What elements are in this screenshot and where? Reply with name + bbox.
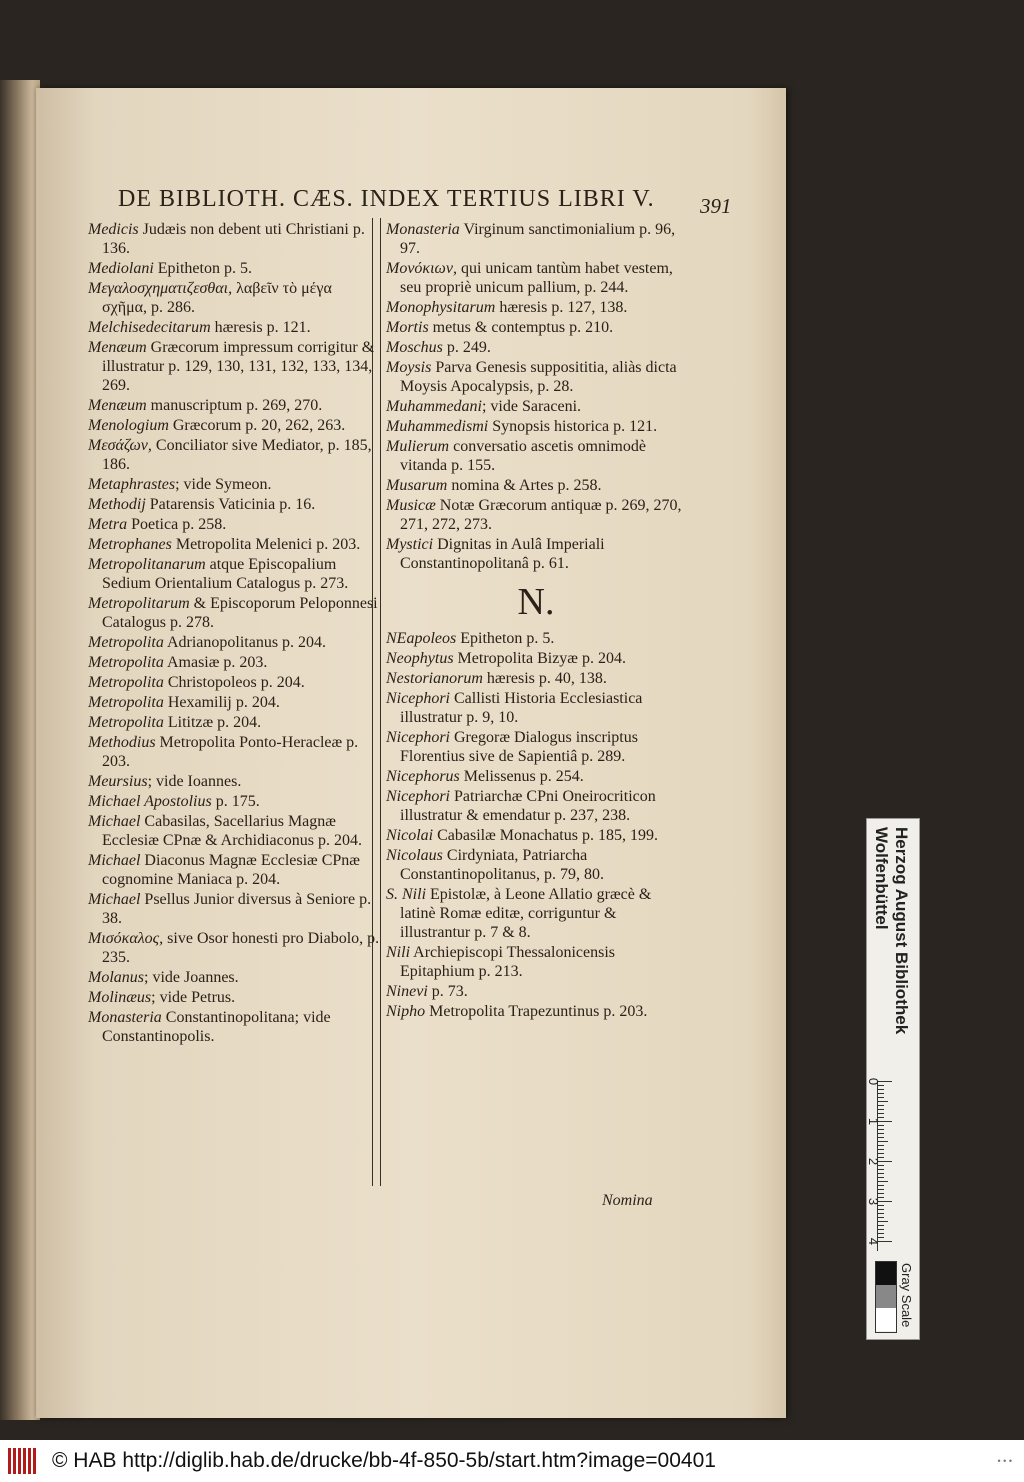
index-entry	[386, 787, 686, 825]
entry-headword: Metropolitarum	[88, 595, 190, 612]
index-entry	[88, 515, 380, 534]
index-entry	[88, 594, 380, 632]
swatch-gray	[876, 1285, 896, 1308]
index-entry	[386, 417, 686, 436]
index-entry	[88, 259, 380, 278]
entry-headword: Melchisedecitarum	[88, 319, 211, 336]
index-entry	[88, 812, 380, 850]
index-entry	[88, 436, 380, 474]
ruler-minor-tick	[878, 1229, 884, 1230]
entry-text: Adrianopolitanus p. 204.	[163, 634, 327, 651]
index-entry	[88, 890, 380, 928]
entry-text: Psellus Junior diversus à Seniore p. 38.	[102, 891, 372, 927]
ruler-minor-tick	[878, 1193, 884, 1194]
entry-headword: Meursius	[88, 773, 148, 790]
entry-headword: Nicephori	[386, 729, 450, 746]
entry-text: Cirdyniata, Patriarcha Constantinopolitanus, p. 79, 80.	[400, 847, 604, 883]
entry-headword: Monasteria	[386, 221, 460, 238]
entry-text: Metropolita Bizyæ p. 204.	[453, 650, 626, 667]
index-entry	[88, 633, 380, 652]
entry-headword: Nestorianorum	[386, 670, 483, 687]
ruler-minor-tick	[878, 1093, 884, 1094]
index-entry	[386, 943, 686, 981]
entry-text: Metropolita Trapezuntinus p. 203.	[425, 1003, 648, 1020]
index-entry	[88, 929, 380, 967]
entry-text: nomina & Artes p. 258.	[447, 477, 602, 494]
running-header: DE BIBLIOTH. CÆS. INDEX TERTIUS LIBRI V.	[118, 186, 655, 212]
ruler-minor-tick	[878, 1101, 888, 1102]
ruler-tick-label: 3	[866, 1197, 882, 1206]
entry-headword: Muhammedani	[386, 398, 482, 415]
entry-text: Amasiæ p. 203.	[163, 654, 268, 671]
hab-logo-icon	[8, 1448, 42, 1474]
entry-headword: Medicis	[88, 221, 139, 238]
entry-text: p. 249.	[442, 339, 491, 356]
entry-headword: Metropolita	[88, 714, 164, 731]
entry-text: Dignitas in Aulâ Imperiali Constantinopolitanâ p. 61.	[400, 536, 605, 572]
entry-headword: Moschus	[386, 339, 443, 356]
entry-headword: Metaphrastes	[88, 476, 176, 493]
entry-headword: Metrophanes	[88, 536, 172, 553]
ruler-minor-tick	[878, 1141, 888, 1142]
library-name: Herzog August Bibliothek	[892, 827, 911, 1035]
entry-text: hæresis p. 121.	[210, 319, 311, 336]
footer-dots: • • •	[997, 1456, 1012, 1466]
entry-headword: Metropolita	[88, 654, 164, 671]
left-column	[88, 220, 380, 1047]
entry-headword: Michael Apostolius	[88, 793, 212, 810]
entry-headword: Μισόκαλος,	[88, 930, 164, 947]
index-entry	[88, 279, 380, 317]
entry-text: & Episcoporum Peloponnesi Catalogus p. 278.	[102, 595, 378, 631]
ruler-minor-tick	[878, 1173, 884, 1174]
entry-text: atque Episcopalium Sedium Orientalium Catalogus p. 273.	[102, 556, 349, 592]
footer-bar	[0, 1440, 1024, 1482]
entry-headword: Monophysitarum	[386, 299, 496, 316]
index-entry	[386, 826, 686, 845]
index-entry	[386, 535, 686, 573]
entry-text: Epitheton p. 5.	[456, 630, 555, 647]
entry-headword: Μεσάζων,	[88, 437, 152, 454]
page-number: 391	[700, 194, 732, 218]
entry-headword: Nicolaus	[386, 847, 443, 864]
entry-headword: Ninevi	[386, 983, 428, 1000]
ruler-minor-tick	[878, 1133, 884, 1134]
index-entry	[386, 318, 686, 337]
entry-text: hæresis p. 40, 138.	[482, 670, 607, 687]
ruler-minor-tick	[878, 1145, 884, 1146]
index-entry	[88, 1008, 380, 1046]
index-entry	[88, 416, 380, 435]
entry-headword: Μεγαλοσχηματιζεσθαι,	[88, 280, 233, 297]
gray-scale-label: Gray Scale	[899, 1263, 914, 1328]
entry-headword: Mortis	[386, 319, 429, 336]
entry-text: Poetica p. 258.	[127, 516, 227, 533]
ruler-minor-tick	[878, 1089, 884, 1090]
ruler-minor-tick	[878, 1169, 884, 1170]
ruler-minor-tick	[878, 1125, 884, 1126]
entry-headword: Molanus	[88, 969, 144, 986]
index-entry	[88, 220, 380, 258]
entry-headword: Michael	[88, 813, 141, 830]
scale-ruler	[866, 1077, 908, 1251]
index-entry	[386, 689, 686, 727]
index-entry	[386, 220, 686, 258]
section-letter-n: N.	[517, 581, 555, 623]
ruler-tick-label: 2	[866, 1157, 882, 1166]
library-city: Wolfenbüttel	[872, 827, 891, 930]
entry-headword: Nicephori	[386, 788, 450, 805]
ruler-tick-label: 4	[866, 1237, 882, 1246]
entry-text: Græcorum impressum corrigitur & illustratur p. 129, 130, 131, 132, 133, 134, 269.	[102, 339, 375, 394]
entry-text: p. 73.	[427, 983, 468, 1000]
ruler-minor-tick	[878, 1221, 888, 1222]
index-entry	[88, 733, 380, 771]
entry-text: Cabasilæ Monachatus p. 185, 199.	[433, 827, 658, 844]
entry-headword: Moysis	[386, 359, 432, 376]
entry-text: Synopsis historica p. 121.	[488, 418, 658, 435]
entry-headword: Metropolita	[88, 674, 164, 691]
index-entry	[88, 318, 380, 337]
color-scale-card	[866, 818, 920, 1340]
entry-text: Hexamilij p. 204.	[163, 694, 280, 711]
ruler-minor-tick	[878, 1105, 884, 1106]
index-entry	[386, 885, 686, 942]
entry-text: Virginum sanctimonialium p. 96, 97.	[400, 221, 676, 257]
index-entry	[386, 728, 686, 766]
ruler-minor-tick	[878, 1177, 884, 1178]
ruler-minor-tick	[878, 1165, 884, 1166]
entry-headword: Methodij	[88, 496, 146, 513]
index-entry	[88, 851, 380, 889]
index-entry	[88, 535, 380, 554]
index-entry	[88, 988, 380, 1007]
index-entry	[386, 476, 686, 495]
ruler-minor-tick	[878, 1217, 884, 1218]
ruler-minor-tick	[878, 1189, 884, 1190]
index-entry	[386, 629, 686, 648]
ruler-minor-tick	[878, 1225, 884, 1226]
book-spine-edge	[0, 80, 40, 1420]
entry-text: Archiepiscopi Thessalonicensis Epitaphium p. 213.	[400, 944, 616, 980]
entry-text: Notæ Græcorum antiquæ p. 269, 270, 271, 272, 273.	[400, 497, 682, 533]
entry-headword: Metropolitanarum	[88, 556, 206, 573]
entry-headword: Nicephorus	[386, 768, 460, 785]
ruler-minor-tick	[878, 1213, 884, 1214]
entry-text: Christopoleos p. 204.	[163, 674, 305, 691]
entry-headword: Monasteria	[88, 1009, 162, 1026]
entry-headword: Mulierum	[386, 438, 450, 455]
entry-text: metus & contemptus p. 210.	[428, 319, 614, 336]
entry-headword: Muhammedismi	[386, 418, 489, 435]
index-entry	[386, 496, 686, 534]
entry-text: Diaconus Magnæ Ecclesiæ CPnæ cognomine Maniaca p. 204.	[102, 852, 360, 888]
right-column	[386, 220, 686, 1022]
ruler-minor-tick	[878, 1085, 884, 1086]
ruler-minor-tick	[878, 1153, 884, 1154]
entry-text: Constantinopolitana; vide Constantinopolis.	[102, 1009, 331, 1045]
ruler-minor-tick	[878, 1205, 884, 1206]
index-entry	[386, 259, 686, 297]
entry-text: hæresis p. 127, 138.	[495, 299, 628, 316]
entry-text: Melissenus p. 254.	[459, 768, 584, 785]
index-entry	[386, 982, 686, 1001]
entry-headword: Menologium	[88, 417, 169, 434]
entry-headword: Metropolita	[88, 634, 164, 651]
entry-headword: Molinæus	[88, 989, 152, 1006]
entry-text: Judæis non debent uti Christiani p. 136.	[102, 221, 365, 257]
index-entry	[88, 792, 380, 811]
entry-text: Epistolæ, à Leone Allatio græcè & latinè Romæ editæ, corriguntur & illustrantur p. 7 & 8.	[400, 886, 652, 941]
gray-scale-swatches	[875, 1261, 897, 1333]
index-entry	[386, 1002, 686, 1021]
entry-text: Patarensis Vaticinia p. 16.	[145, 496, 316, 513]
index-entry	[88, 495, 380, 514]
index-entry	[386, 338, 686, 357]
entry-text: Metropolita Ponto-Heracleæ p. 203.	[102, 734, 359, 770]
entry-headword: Neophytus	[386, 650, 454, 667]
entry-text: manuscriptum p. 269, 270.	[146, 397, 323, 414]
index-entry	[386, 298, 686, 317]
index-entry	[88, 338, 380, 395]
index-entry	[386, 649, 686, 668]
entry-text: ; vide Joannes.	[144, 969, 239, 986]
entry-text: Patriarchæ CPni Oneirocriticon illustratur & emendatur p. 237, 238.	[400, 788, 656, 824]
entry-text: ; vide Symeon.	[175, 476, 272, 493]
index-entry	[88, 693, 380, 712]
index-entry	[88, 475, 380, 494]
entry-text: qui unicam tantùm habet vestem, seu propriè unicum pallium, p. 244.	[400, 260, 673, 296]
entry-text: ; vide Saraceni.	[481, 398, 582, 415]
ruler-minor-tick	[878, 1233, 884, 1234]
entry-text: λαβεῖν τὸ μέγα σχῆμα, p. 286.	[102, 280, 332, 316]
entry-headword: Musarum	[386, 477, 448, 494]
index-entry	[386, 397, 686, 416]
ruler-minor-tick	[878, 1113, 884, 1114]
index-entry	[386, 358, 686, 396]
index-entry	[88, 653, 380, 672]
right-column-m-entries	[386, 220, 686, 573]
entry-headword: Menæum	[88, 339, 147, 356]
entry-headword: Nicephori	[386, 690, 450, 707]
index-entry	[88, 396, 380, 415]
entry-headword: Metropolita	[88, 694, 164, 711]
right-column-n-entries	[386, 629, 686, 1021]
entry-headword: Musicæ	[386, 497, 436, 514]
entry-text: ; vide Ioannes.	[147, 773, 242, 790]
index-entry	[88, 673, 380, 692]
index-entry	[386, 669, 686, 688]
library-label	[871, 827, 911, 1077]
ruler-minor-tick	[878, 1209, 884, 1210]
ruler-minor-tick	[878, 1109, 884, 1110]
entry-text: Cabasilas, Sacellarius Magnæ Ecclesiæ CPnæ & Archidiaconus p. 204.	[102, 813, 362, 849]
index-entry	[88, 713, 380, 732]
entry-text: Gregoræ Dialogus inscriptus Florentius sive de Sapientiâ p. 289.	[400, 729, 638, 765]
entry-text: Conciliator sive Mediator, p. 185, 186.	[102, 437, 372, 473]
entry-headword: Metra	[88, 516, 128, 533]
ruler-minor-tick	[878, 1185, 884, 1186]
entry-headword: S. Nili	[386, 886, 427, 903]
swatch-black	[876, 1262, 896, 1285]
entry-text: Metropolita Melenici p. 203.	[171, 536, 361, 553]
entry-headword: NEapoleos	[386, 630, 457, 647]
entry-headword: Menæum	[88, 397, 147, 414]
entry-headword: Methodius	[88, 734, 156, 751]
entry-text: conversatio ascetis omnimodè vitanda p. 155.	[400, 438, 646, 474]
index-entry	[88, 555, 380, 593]
entry-text: sive Osor honesti pro Diabolo, p. 235.	[102, 930, 380, 966]
entry-text: Parva Genesis supposititia, aliàs dicta Moysis Apocalypsis, p. 28.	[400, 359, 677, 395]
index-entry	[386, 437, 686, 475]
entry-text: Græcorum p. 20, 262, 263.	[168, 417, 346, 434]
entry-headword: Michael	[88, 852, 141, 869]
index-entry	[88, 772, 380, 791]
ruler-tick-label: 1	[866, 1117, 882, 1126]
ruler-minor-tick	[878, 1129, 884, 1130]
entry-text: Callisti Historia Ecclesiastica illustratur p. 9, 10.	[400, 690, 643, 726]
entry-headword: Nili	[386, 944, 411, 961]
copyright-link[interactable]: © HAB http://diglib.hab.de/drucke/bb-4f-850-5b/start.htm?image=00401	[52, 1449, 716, 1472]
entry-text: Epitheton p. 5.	[153, 260, 252, 277]
entry-text: p. 175.	[211, 793, 260, 810]
entry-headword: Mediolani	[88, 260, 154, 277]
entry-headword: Nicolai	[386, 827, 434, 844]
swatch-white	[876, 1308, 896, 1331]
catchword: Nomina	[602, 1192, 653, 1209]
entry-headword: Mystici	[386, 536, 434, 553]
ruler-minor-tick	[878, 1149, 884, 1150]
ruler-minor-tick	[878, 1137, 884, 1138]
index-entry	[88, 968, 380, 987]
index-entry	[386, 767, 686, 786]
entry-headword: Michael	[88, 891, 141, 908]
entry-text: ; vide Petrus.	[151, 989, 236, 1006]
ruler-tick-label: 0	[866, 1077, 882, 1086]
ruler-minor-tick	[878, 1181, 888, 1182]
ruler-minor-tick	[878, 1097, 884, 1098]
index-entry	[386, 846, 686, 884]
entry-text: Lititzæ p. 204.	[163, 714, 262, 731]
entry-headword: Μονόκιων,	[386, 260, 457, 277]
entry-headword: Nipho	[386, 1003, 426, 1020]
